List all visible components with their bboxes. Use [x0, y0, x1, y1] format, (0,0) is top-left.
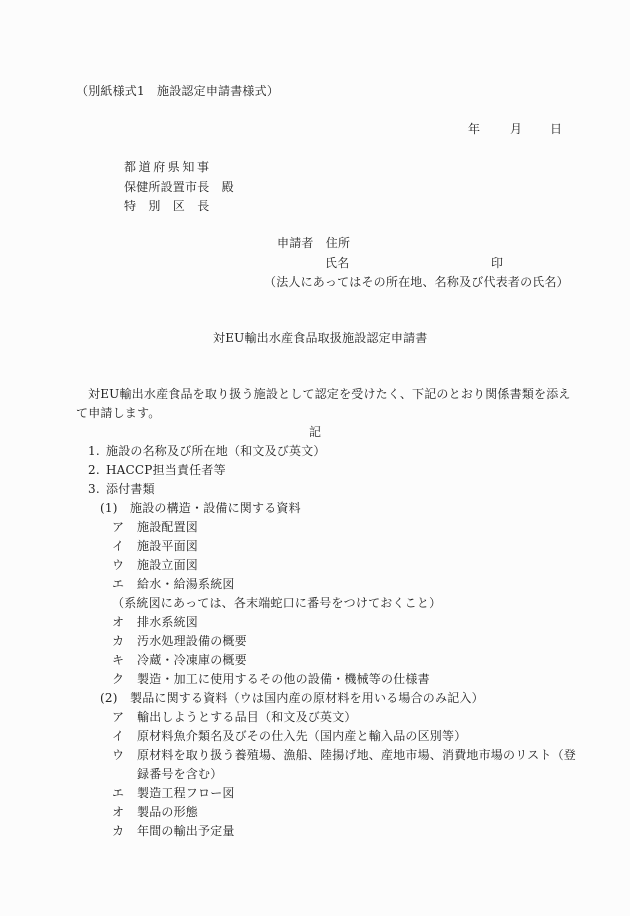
item-mark: オ	[112, 805, 125, 819]
date-month: 月	[510, 122, 523, 136]
body-line-2: て申請します。	[76, 406, 161, 420]
section-2-item-ka	[112, 824, 235, 838]
item-mark: ウ	[112, 748, 125, 762]
section-number: (2)	[100, 691, 118, 705]
item-mark: ク	[112, 672, 125, 686]
item-mark: エ	[112, 786, 125, 800]
section-2-item-u-continued: 録番号を含む）	[137, 767, 223, 781]
item-mark: ア	[112, 520, 125, 534]
item-number: 3.	[88, 482, 100, 496]
item-3	[88, 482, 155, 496]
section-1-note: （系統図にあっては、各末端蛇口に番号をつけておくこと）	[112, 596, 442, 610]
section-1-item-o	[112, 615, 198, 629]
item-text: 年間の輸出予定量	[137, 824, 235, 838]
section-1-item-a	[112, 520, 198, 534]
item-mark: イ	[112, 729, 125, 743]
document-title: 対EU輸出水産食品取扱施設認定申請書	[213, 331, 428, 345]
section-1-item-e	[112, 577, 235, 591]
item-mark: オ	[112, 615, 125, 629]
item-mark: イ	[112, 539, 125, 553]
applicant-address-label: 申請者 住所	[277, 236, 351, 250]
section-1-item-u	[112, 558, 198, 572]
item-text: 施設の名称及び所在地（和文及び英文）	[106, 444, 326, 458]
section-number: (1)	[100, 501, 118, 515]
section-1-item-ka	[112, 634, 247, 648]
section-2-item-u	[112, 748, 576, 762]
section-text: 施設の構造・設備に関する資料	[130, 501, 301, 515]
section-text: 製品に関する資料（ウは国内産の原材料を用いる場合のみ記入）	[130, 691, 484, 705]
item-mark: キ	[112, 653, 125, 667]
date-line	[468, 122, 562, 136]
item-text: 施設配置図	[137, 520, 199, 534]
item-text: 原材料魚介類名及びその仕入先（国内産と輸入品の区別等）	[137, 729, 467, 743]
item-text: 施設立面図	[137, 558, 199, 572]
body-line-1: 対EU輸出水産食品を取り扱う施設として認定を受けたく、下記のとおり関係書類を添え	[88, 387, 571, 401]
date-year: 年	[468, 122, 481, 136]
addressee-city-mayor: 保健所設置市長 殿	[124, 180, 234, 194]
item-text: 輸出しようとする品目（和文及び英文）	[137, 710, 357, 724]
section-2-item-a	[112, 710, 357, 724]
item-mark: カ	[112, 824, 125, 838]
applicant-name-label: 氏名	[325, 256, 350, 270]
seal-mark: 印	[491, 256, 504, 270]
item-mark: カ	[112, 634, 125, 648]
section-1-item-i	[112, 539, 198, 553]
addressee-ward-mayor: 特 別 区 長	[124, 199, 210, 213]
item-text: 排水系統図	[137, 615, 199, 629]
item-2	[88, 463, 226, 477]
item-mark: エ	[112, 577, 125, 591]
item-mark: ア	[112, 710, 125, 724]
section-2-item-o	[112, 805, 198, 819]
section-2-heading	[100, 691, 484, 705]
section-2-item-i	[112, 729, 466, 743]
item-text: HACCP担当責任者等	[106, 463, 226, 477]
item-text: 施設平面図	[137, 539, 199, 553]
item-mark: ウ	[112, 558, 125, 572]
item-text: 製造工程フロー図	[137, 786, 235, 800]
item-text: 製品の形態	[137, 805, 199, 819]
section-1-heading	[100, 501, 301, 515]
item-text: 製造・加工に使用するその他の設備・機械等の仕様書	[137, 672, 430, 686]
item-text: 原材料を取り扱う養殖場、漁船、陸揚げ地、産地市場、消費地市場のリスト（登	[137, 748, 576, 762]
item-text: 給水・給湯系統図	[137, 577, 235, 591]
ki-heading: 記	[309, 425, 322, 439]
item-text: 汚水処理設備の概要	[137, 634, 247, 648]
date-day: 日	[550, 122, 563, 136]
section-2-item-e	[112, 786, 235, 800]
section-1-item-ku	[112, 672, 430, 686]
form-label: （別紙様式1 施設認定申請書様式）	[76, 84, 280, 98]
item-text: 添付書類	[106, 482, 155, 496]
item-text: 冷蔵・冷凍庫の概要	[137, 653, 247, 667]
item-number: 1.	[88, 444, 100, 458]
item-1	[88, 444, 326, 458]
applicant-note: （法人にあってはその所在地、名称及び代表者の氏名）	[264, 275, 569, 289]
item-number: 2.	[88, 463, 100, 477]
addressee-governor: 都道府県知事	[124, 160, 212, 174]
section-1-item-ki	[112, 653, 247, 667]
